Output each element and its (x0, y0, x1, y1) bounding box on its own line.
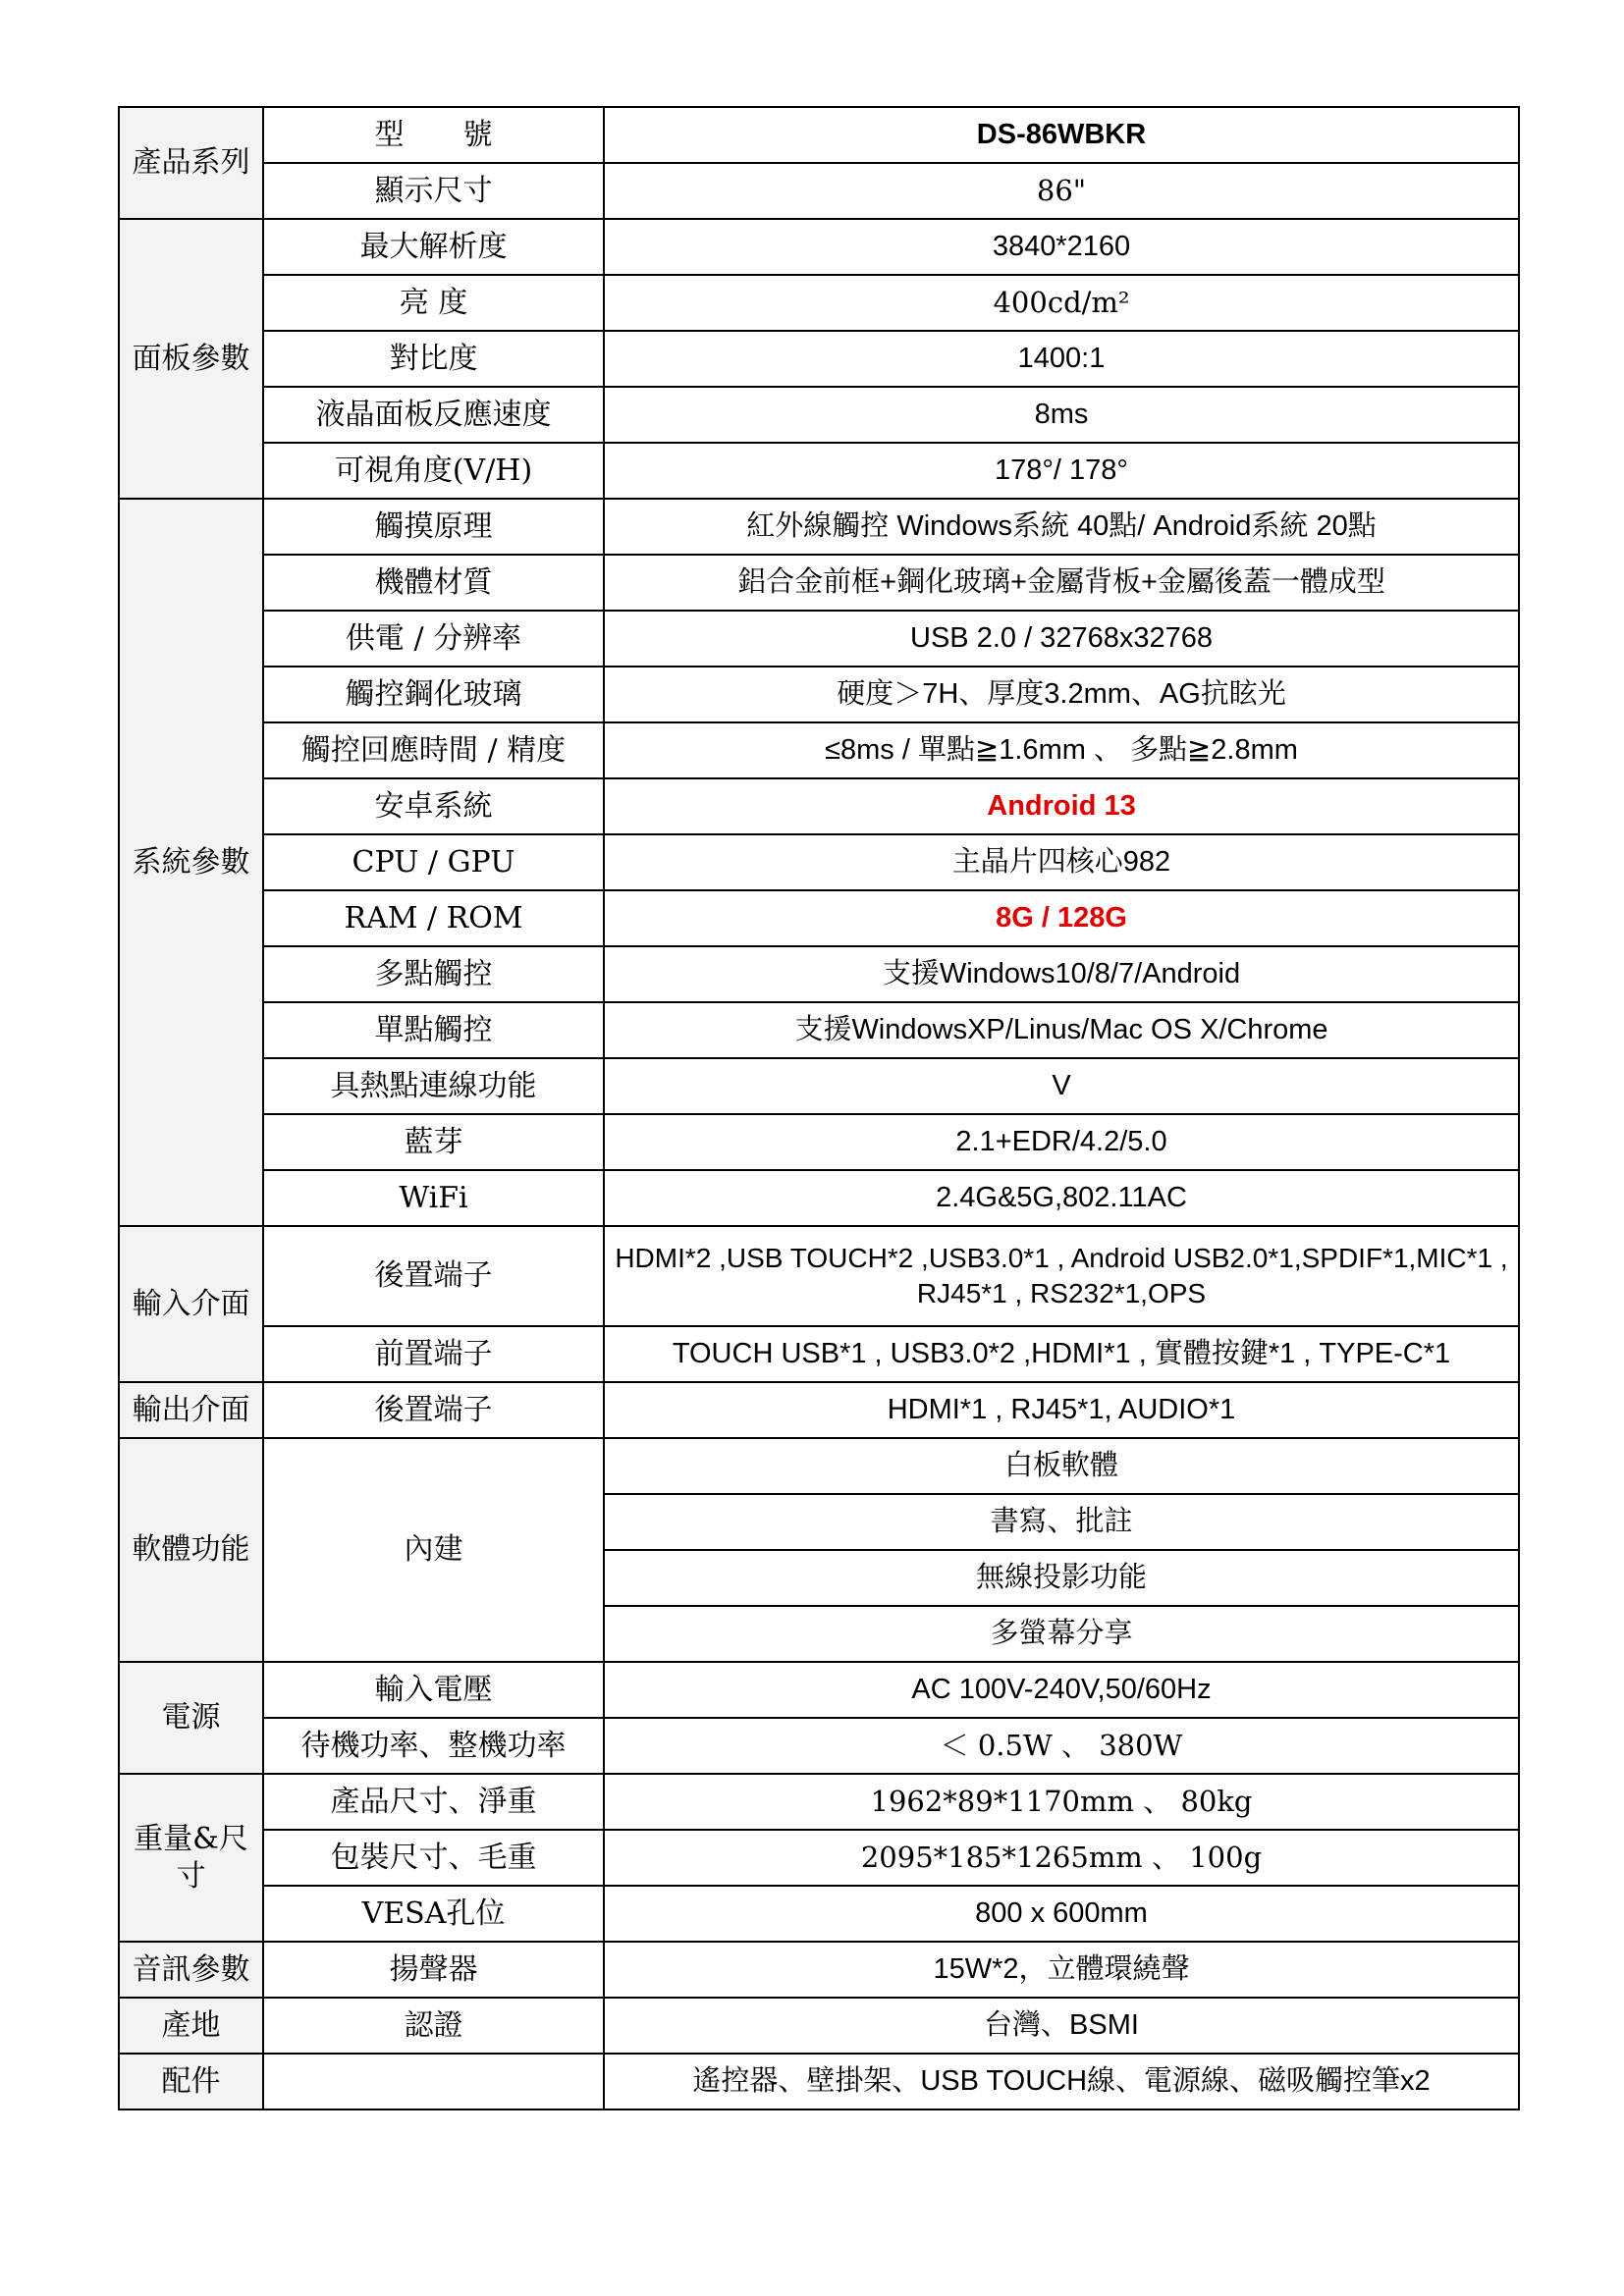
table-row (119, 1438, 1519, 1494)
group-system: 系統參數 (119, 499, 263, 1226)
group-input: 輸入介面 (119, 1226, 263, 1382)
label-input-voltage: 輸入電壓 (263, 1662, 604, 1718)
label-vesa: VESA孔位 (263, 1886, 604, 1942)
value-resolution: 3840*2160 (604, 219, 1519, 275)
label-accessory (263, 2054, 604, 2109)
label-power-res: 供電 / 分辨率 (263, 611, 604, 667)
table-row (119, 667, 1519, 722)
label-model: 型 號 (263, 107, 604, 163)
label-speaker: 揚聲器 (263, 1942, 604, 1998)
table-row (119, 1774, 1519, 1830)
label-resolution: 最大解析度 (263, 219, 604, 275)
value-single-touch: 支援WindowsXP/Linus/Mac OS X/Chrome (604, 1002, 1519, 1058)
table-row (119, 722, 1519, 778)
value-viewing: 178°/ 178° (604, 443, 1519, 499)
value-input-voltage: AC 100V-240V,50/60Hz (604, 1662, 1519, 1718)
label-cert: 認證 (263, 1998, 604, 2054)
value-output-rear: HDMI*1 , RJ45*1, AUDIO*1 (604, 1382, 1519, 1438)
table-row (119, 1830, 1519, 1886)
label-input-front: 前置端子 (263, 1326, 604, 1382)
label-material: 機體材質 (263, 555, 604, 611)
label-bluetooth: 藍芽 (263, 1114, 604, 1170)
value-contrast: 1400:1 (604, 331, 1519, 387)
table-row (119, 1058, 1519, 1114)
group-power: 電源 (119, 1662, 263, 1774)
label-size: 顯示尺寸 (263, 163, 604, 219)
table-row (119, 778, 1519, 834)
value-bluetooth: 2.1+EDR/4.2/5.0 (604, 1114, 1519, 1170)
table-row (119, 219, 1519, 275)
table-row (119, 1998, 1519, 2054)
group-weight: 重量&尺寸 (119, 1774, 263, 1942)
value-android: Android 13 (604, 778, 1519, 834)
table-row (119, 275, 1519, 331)
value-cert: 台灣、BSMI (604, 1998, 1519, 2054)
label-glass: 觸控鋼化玻璃 (263, 667, 604, 722)
value-speaker: 15W*2，立體環繞聲 (604, 1942, 1519, 1998)
table-row (119, 890, 1519, 946)
table-row (119, 331, 1519, 387)
table-row (119, 1942, 1519, 1998)
group-accessory: 配件 (119, 2054, 263, 2109)
value-input-front: TOUCH USB*1 , USB3.0*2 ,HDMI*1 , 實體按鍵*1 , TYPE-C*1 (604, 1326, 1519, 1382)
value-standby: ＜ 0.5W 、 380W (604, 1718, 1519, 1774)
value-multi-touch: 支援Windows10/8/7/Android (604, 946, 1519, 1002)
table-row (119, 387, 1519, 443)
table-row (119, 499, 1519, 555)
value-accessory: 遙控器、壁掛架、USB TOUCH線、電源線、磁吸觸控筆x2 (604, 2054, 1519, 2109)
label-touch-principle: 觸摸原理 (263, 499, 604, 555)
table-row (119, 1382, 1519, 1438)
value-brightness: 400cd/m² (604, 275, 1519, 331)
table-row (119, 834, 1519, 890)
table-row (119, 946, 1519, 1002)
value-hotspot: V (604, 1058, 1519, 1114)
value-input-rear: HDMI*2 ,USB TOUCH*2 ,USB3.0*1 , Android USB2.0*1,SPDIF*1,MIC*1 , RJ45*1 , RS232*1,OPS (604, 1226, 1519, 1326)
label-hotspot: 具熱點連線功能 (263, 1058, 604, 1114)
label-viewing: 可視角度(V/H) (263, 443, 604, 499)
label-contrast: 對比度 (263, 331, 604, 387)
label-product-dim: 產品尺寸、淨重 (263, 1774, 604, 1830)
label-cpu: CPU / GPU (263, 834, 604, 890)
table-row (119, 1226, 1519, 1326)
table-row (119, 1718, 1519, 1774)
group-panel: 面板參數 (119, 219, 263, 499)
value-software-2: 書寫、批註 (604, 1494, 1519, 1550)
table-row (119, 1170, 1519, 1226)
value-product-dim: 1962*89*1170mm 、 80kg (604, 1774, 1519, 1830)
value-vesa: 800 x 600mm (604, 1886, 1519, 1942)
label-response: 液晶面板反應速度 (263, 387, 604, 443)
value-model: DS-86WBKR (604, 107, 1519, 163)
label-ram: RAM / ROM (263, 890, 604, 946)
label-brightness: 亮 度 (263, 275, 604, 331)
spec-sheet (118, 106, 1520, 2110)
table-row (119, 163, 1519, 219)
label-package-dim: 包裝尺寸、毛重 (263, 1830, 604, 1886)
value-cpu: 主晶片四核心982 (604, 834, 1519, 890)
table-row (119, 1326, 1519, 1382)
table-row (119, 443, 1519, 499)
table-row (119, 1114, 1519, 1170)
table-row (119, 611, 1519, 667)
group-software: 軟體功能 (119, 1438, 263, 1662)
value-glass: 硬度＞7H、厚度3.2mm、AG抗眩光 (604, 667, 1519, 722)
label-output-rear: 後置端子 (263, 1382, 604, 1438)
table-row (119, 1002, 1519, 1058)
label-software: 內建 (263, 1438, 604, 1662)
value-size: 86" (604, 163, 1519, 219)
value-package-dim: 2095*185*1265mm 、 100g (604, 1830, 1519, 1886)
group-origin: 產地 (119, 1998, 263, 2054)
label-android: 安卓系統 (263, 778, 604, 834)
group-product: 產品系列 (119, 107, 263, 219)
label-input-rear: 後置端子 (263, 1226, 604, 1326)
value-response: 8ms (604, 387, 1519, 443)
spec-table (118, 106, 1520, 2110)
value-wifi: 2.4G&5G,802.11AC (604, 1170, 1519, 1226)
label-wifi: WiFi (263, 1170, 604, 1226)
table-row (119, 1662, 1519, 1718)
table-row (119, 2054, 1519, 2109)
value-material: 鋁合金前框+鋼化玻璃+金屬背板+金屬後蓋一體成型 (604, 555, 1519, 611)
value-software-4: 多螢幕分享 (604, 1606, 1519, 1662)
value-ram: 8G / 128G (604, 890, 1519, 946)
group-output: 輸出介面 (119, 1382, 263, 1438)
value-touch-principle: 紅外線觸控 Windows系統 40點/ Android系統 20點 (604, 499, 1519, 555)
table-row (119, 555, 1519, 611)
value-power-res: USB 2.0 / 32768x32768 (604, 611, 1519, 667)
label-standby: 待機功率、整機功率 (263, 1718, 604, 1774)
table-row (119, 1886, 1519, 1942)
value-touch-time: ≤8ms / 單點≧1.6mm 、 多點≧2.8mm (604, 722, 1519, 778)
table-row (119, 107, 1519, 163)
value-software-1: 白板軟體 (604, 1438, 1519, 1494)
group-audio: 音訊參數 (119, 1942, 263, 1998)
label-touch-time: 觸控回應時間 / 精度 (263, 722, 604, 778)
value-software-3: 無線投影功能 (604, 1550, 1519, 1606)
label-single-touch: 單點觸控 (263, 1002, 604, 1058)
label-multi-touch: 多點觸控 (263, 946, 604, 1002)
